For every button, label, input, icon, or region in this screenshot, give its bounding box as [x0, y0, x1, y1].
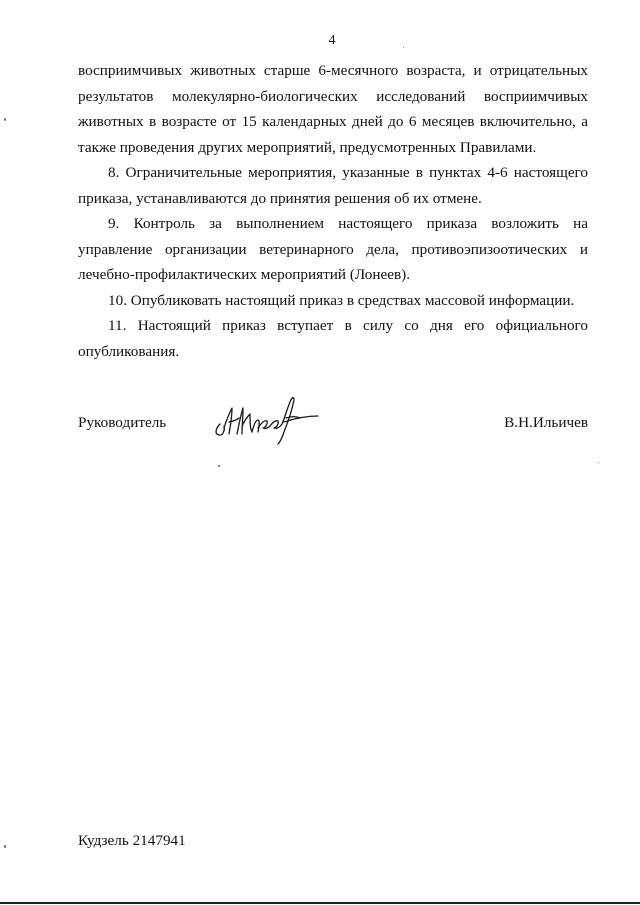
handwritten-signature	[210, 388, 320, 448]
paragraph-11: 11. Настоящий приказ вступает в силу со дня его официального опубликования.	[78, 317, 588, 360]
paragraph-10: 10. Опубликовать настоящий приказ в средствах массовой информации.	[108, 291, 575, 309]
document-body	[78, 58, 588, 364]
paragraph-9: 9. Контроль за выполнением настоящего приказа возложить на управление организации ветеринарного дела, противоэпизоотических и лечебно-профилактических мероприятий (Лонеев).	[78, 215, 588, 283]
paragraph-8: 8. Ограничительные мероприятия, указанные в пунктах 4-6 настоящего приказа, устанавливаются до принятия решения об их отмене.	[78, 164, 588, 207]
scan-speck	[4, 845, 6, 848]
signature-block	[78, 400, 588, 450]
scan-edge-line	[0, 902, 640, 904]
executor-note: Кудзель 2147941	[78, 832, 186, 849]
scan-speck	[403, 47, 404, 48]
scan-speck	[598, 462, 599, 463]
signer-title: Руководитель	[78, 414, 167, 431]
scan-speck	[4, 118, 6, 121]
scan-speck	[218, 465, 220, 467]
paragraph-continuation: восприимчивых животных старше 6-месячного возраста, и отрицательных результатов молекулярно-биологических исследований восприимчивых животных в возрасте от 15 календарных дней до 6 месяцев включительно, а также проведения других мероприятий, предусмотренных Правилами.	[78, 62, 588, 156]
signer-name: В.Н.Ильичев	[504, 414, 588, 431]
page-number: 4	[328, 33, 336, 48]
